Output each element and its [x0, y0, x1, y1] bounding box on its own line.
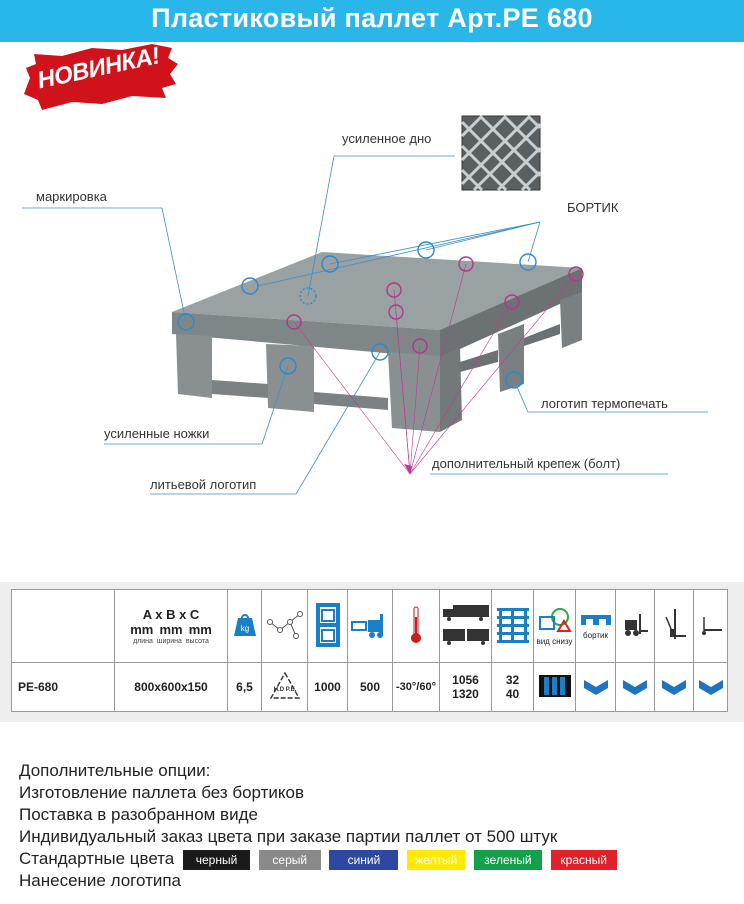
- hand-pallet-truck-icon: [698, 615, 724, 635]
- weight-cell: 6,5: [228, 663, 262, 712]
- stacker-icon: [660, 607, 688, 643]
- hand-truck-icon-cell: [694, 590, 728, 663]
- bottom-view-cell: [534, 663, 576, 712]
- truck-load-cell: 1056 1320: [440, 663, 492, 712]
- truck-icon-cell: [440, 590, 492, 663]
- callout-thermo-logo: логотип термопечать: [541, 396, 668, 411]
- callout-extra-fastener: дополнительный крепеж (болт): [432, 456, 621, 471]
- spec-header-row: [12, 590, 728, 663]
- dynamic-load-cell: 500: [348, 663, 393, 712]
- check-chevron-icon: [661, 676, 687, 696]
- rim-check-cell: [576, 663, 616, 712]
- thermometer-icon-cell: [393, 590, 440, 663]
- check-chevron-icon: [698, 676, 724, 696]
- forklift-check-cell: [616, 663, 655, 712]
- forklift-icon: [621, 612, 649, 638]
- recycle-cell: [262, 663, 308, 712]
- stack-cell: 32 40: [492, 663, 534, 712]
- thermometer-icon: [409, 605, 423, 645]
- spec-table: [11, 589, 728, 712]
- option-item: Индивидуальный заказ цвета при заказе партии паллет от 500 штук: [19, 827, 558, 846]
- network-icon: [266, 610, 304, 640]
- check-chevron-icon: [622, 676, 648, 696]
- forklift2-icon-cell: [616, 590, 655, 663]
- color-swatch-green: зеленый: [474, 850, 542, 870]
- spec-data-row: [12, 663, 728, 712]
- color-swatch-black: черный: [183, 850, 250, 870]
- color-swatch-red: красный: [551, 850, 617, 870]
- rim-icon: [580, 613, 612, 627]
- stacker-check-cell: [655, 663, 694, 712]
- dynamic-load-icon-cell: [348, 590, 393, 663]
- new-badge-text: НОВИНКА!: [35, 42, 162, 95]
- svg-text:kg: kg: [240, 623, 249, 633]
- stacker-icon-cell: [655, 590, 694, 663]
- temperature-cell: -30°/60°: [393, 663, 440, 712]
- static-load-cell: 1000: [308, 663, 348, 712]
- pallet-diagram: [0, 42, 744, 562]
- model-cell: PE-680: [12, 663, 115, 712]
- network-icon-cell: [262, 590, 308, 663]
- callout-rim: БОРТИК: [567, 200, 619, 215]
- callout-reinforced-bottom: усиленное дно: [342, 131, 432, 146]
- static-load-icon-cell: [308, 590, 348, 663]
- check-chevron-icon: [583, 676, 609, 696]
- option-logo: Нанесение логотипа: [19, 871, 182, 890]
- rim-icon-cell: [576, 590, 616, 663]
- option-item: Поставка в разобранном виде: [19, 805, 258, 824]
- rack-icon: [314, 601, 342, 649]
- bottom-view-icon-cell: [534, 590, 576, 663]
- stack-icon-cell: [492, 590, 534, 663]
- rim-label: бортик: [583, 630, 608, 640]
- callout-marking: маркировка: [36, 189, 107, 204]
- page-title: Пластиковый паллет Арт.PE 680: [151, 3, 593, 33]
- option-item: Изготовление паллета без бортиков: [19, 783, 305, 802]
- standard-colors-row: [19, 848, 621, 870]
- pallet-stack-icon: [495, 604, 531, 646]
- forklift-icon: [350, 610, 390, 640]
- color-swatch-gray: серый: [259, 850, 321, 870]
- options-section: [19, 760, 621, 892]
- callout-reinforced-legs: усиленные ножки: [104, 426, 210, 441]
- truck-icon: [441, 601, 491, 649]
- weight-icon: [232, 612, 258, 638]
- recycle-icon: [269, 671, 301, 701]
- callout-cast-logo: литьевой логотип: [150, 477, 257, 492]
- options-heading: Дополнительные опции:: [19, 761, 211, 780]
- header-model: [12, 590, 115, 663]
- color-swatch-yellow: желтый: [407, 850, 465, 870]
- svg-text:H.D P.E.: H.D P.E.: [273, 686, 296, 693]
- bottom-view-label: вид снизу: [536, 636, 573, 646]
- header-dimensions: A x B x C mm mm mm длина ширина высота: [115, 590, 228, 663]
- shapes-icon: [538, 607, 572, 633]
- colors-label: Стандартные цвета: [19, 849, 175, 868]
- hand-truck-check-cell: [694, 663, 728, 712]
- weight-icon-cell: [228, 590, 262, 663]
- dimensions-cell: 800x600x150: [115, 663, 228, 712]
- pallet-bottom-icon: [538, 673, 572, 699]
- color-swatch-blue: синий: [329, 850, 398, 870]
